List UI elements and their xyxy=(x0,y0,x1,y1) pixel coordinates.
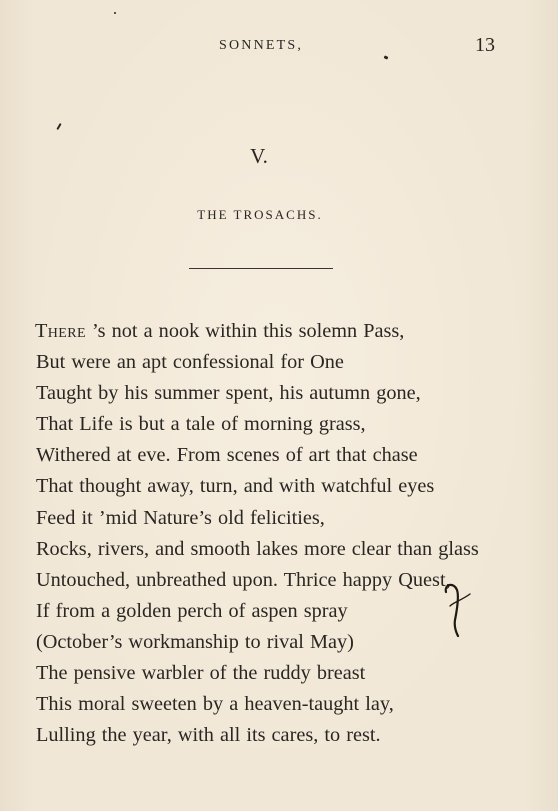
poem-line: Taught by his summer spent, his autumn gone, xyxy=(36,382,421,405)
poem-line-text: ’s not a nook within this solemn Pass, xyxy=(85,320,405,342)
ink-speck xyxy=(56,123,61,130)
poem-line: Rocks, rivers, and smooth lakes more clear than glass xyxy=(36,537,479,560)
ink-speck xyxy=(114,12,116,14)
ink-speck xyxy=(384,55,389,59)
running-head xyxy=(0,36,558,58)
poem-line: Lulling the year, with all its cares, to rest. xyxy=(36,724,381,747)
poem-line: But were an apt confessional for One xyxy=(36,351,344,374)
poem-line: That thought away, turn, and with watchful eyes xyxy=(36,475,435,498)
sonnet-number: V. xyxy=(250,144,268,168)
poem-line: This moral sweeten by a heaven-taught lay, xyxy=(36,693,394,716)
sonnet-title: THE TROSACHS. xyxy=(197,207,323,222)
drop-word: There xyxy=(35,320,86,342)
poem-line: The pensive warbler of the ruddy breast xyxy=(36,662,366,685)
poem-line: That Life is but a tale of morning grass, xyxy=(36,413,366,436)
page-number: 13 xyxy=(475,34,495,56)
title-rule xyxy=(189,268,333,269)
poem-line: Withered at eve. From scenes of art that chase xyxy=(36,444,418,467)
poem-line: If from a golden perch of aspen spray xyxy=(36,599,348,622)
poem-line xyxy=(35,316,516,347)
poem-line: Untouched, unbreathed upon. Thrice happy Quest, xyxy=(36,568,451,591)
running-title: SONNETS, xyxy=(219,38,304,53)
poem-line: Feed it ’mid Nature’s old felicities, xyxy=(36,506,325,529)
poem-line: (October’s workmanship to rival May) xyxy=(36,630,354,653)
handwritten-correction-mark xyxy=(440,580,474,638)
sonnet-text xyxy=(36,316,516,751)
